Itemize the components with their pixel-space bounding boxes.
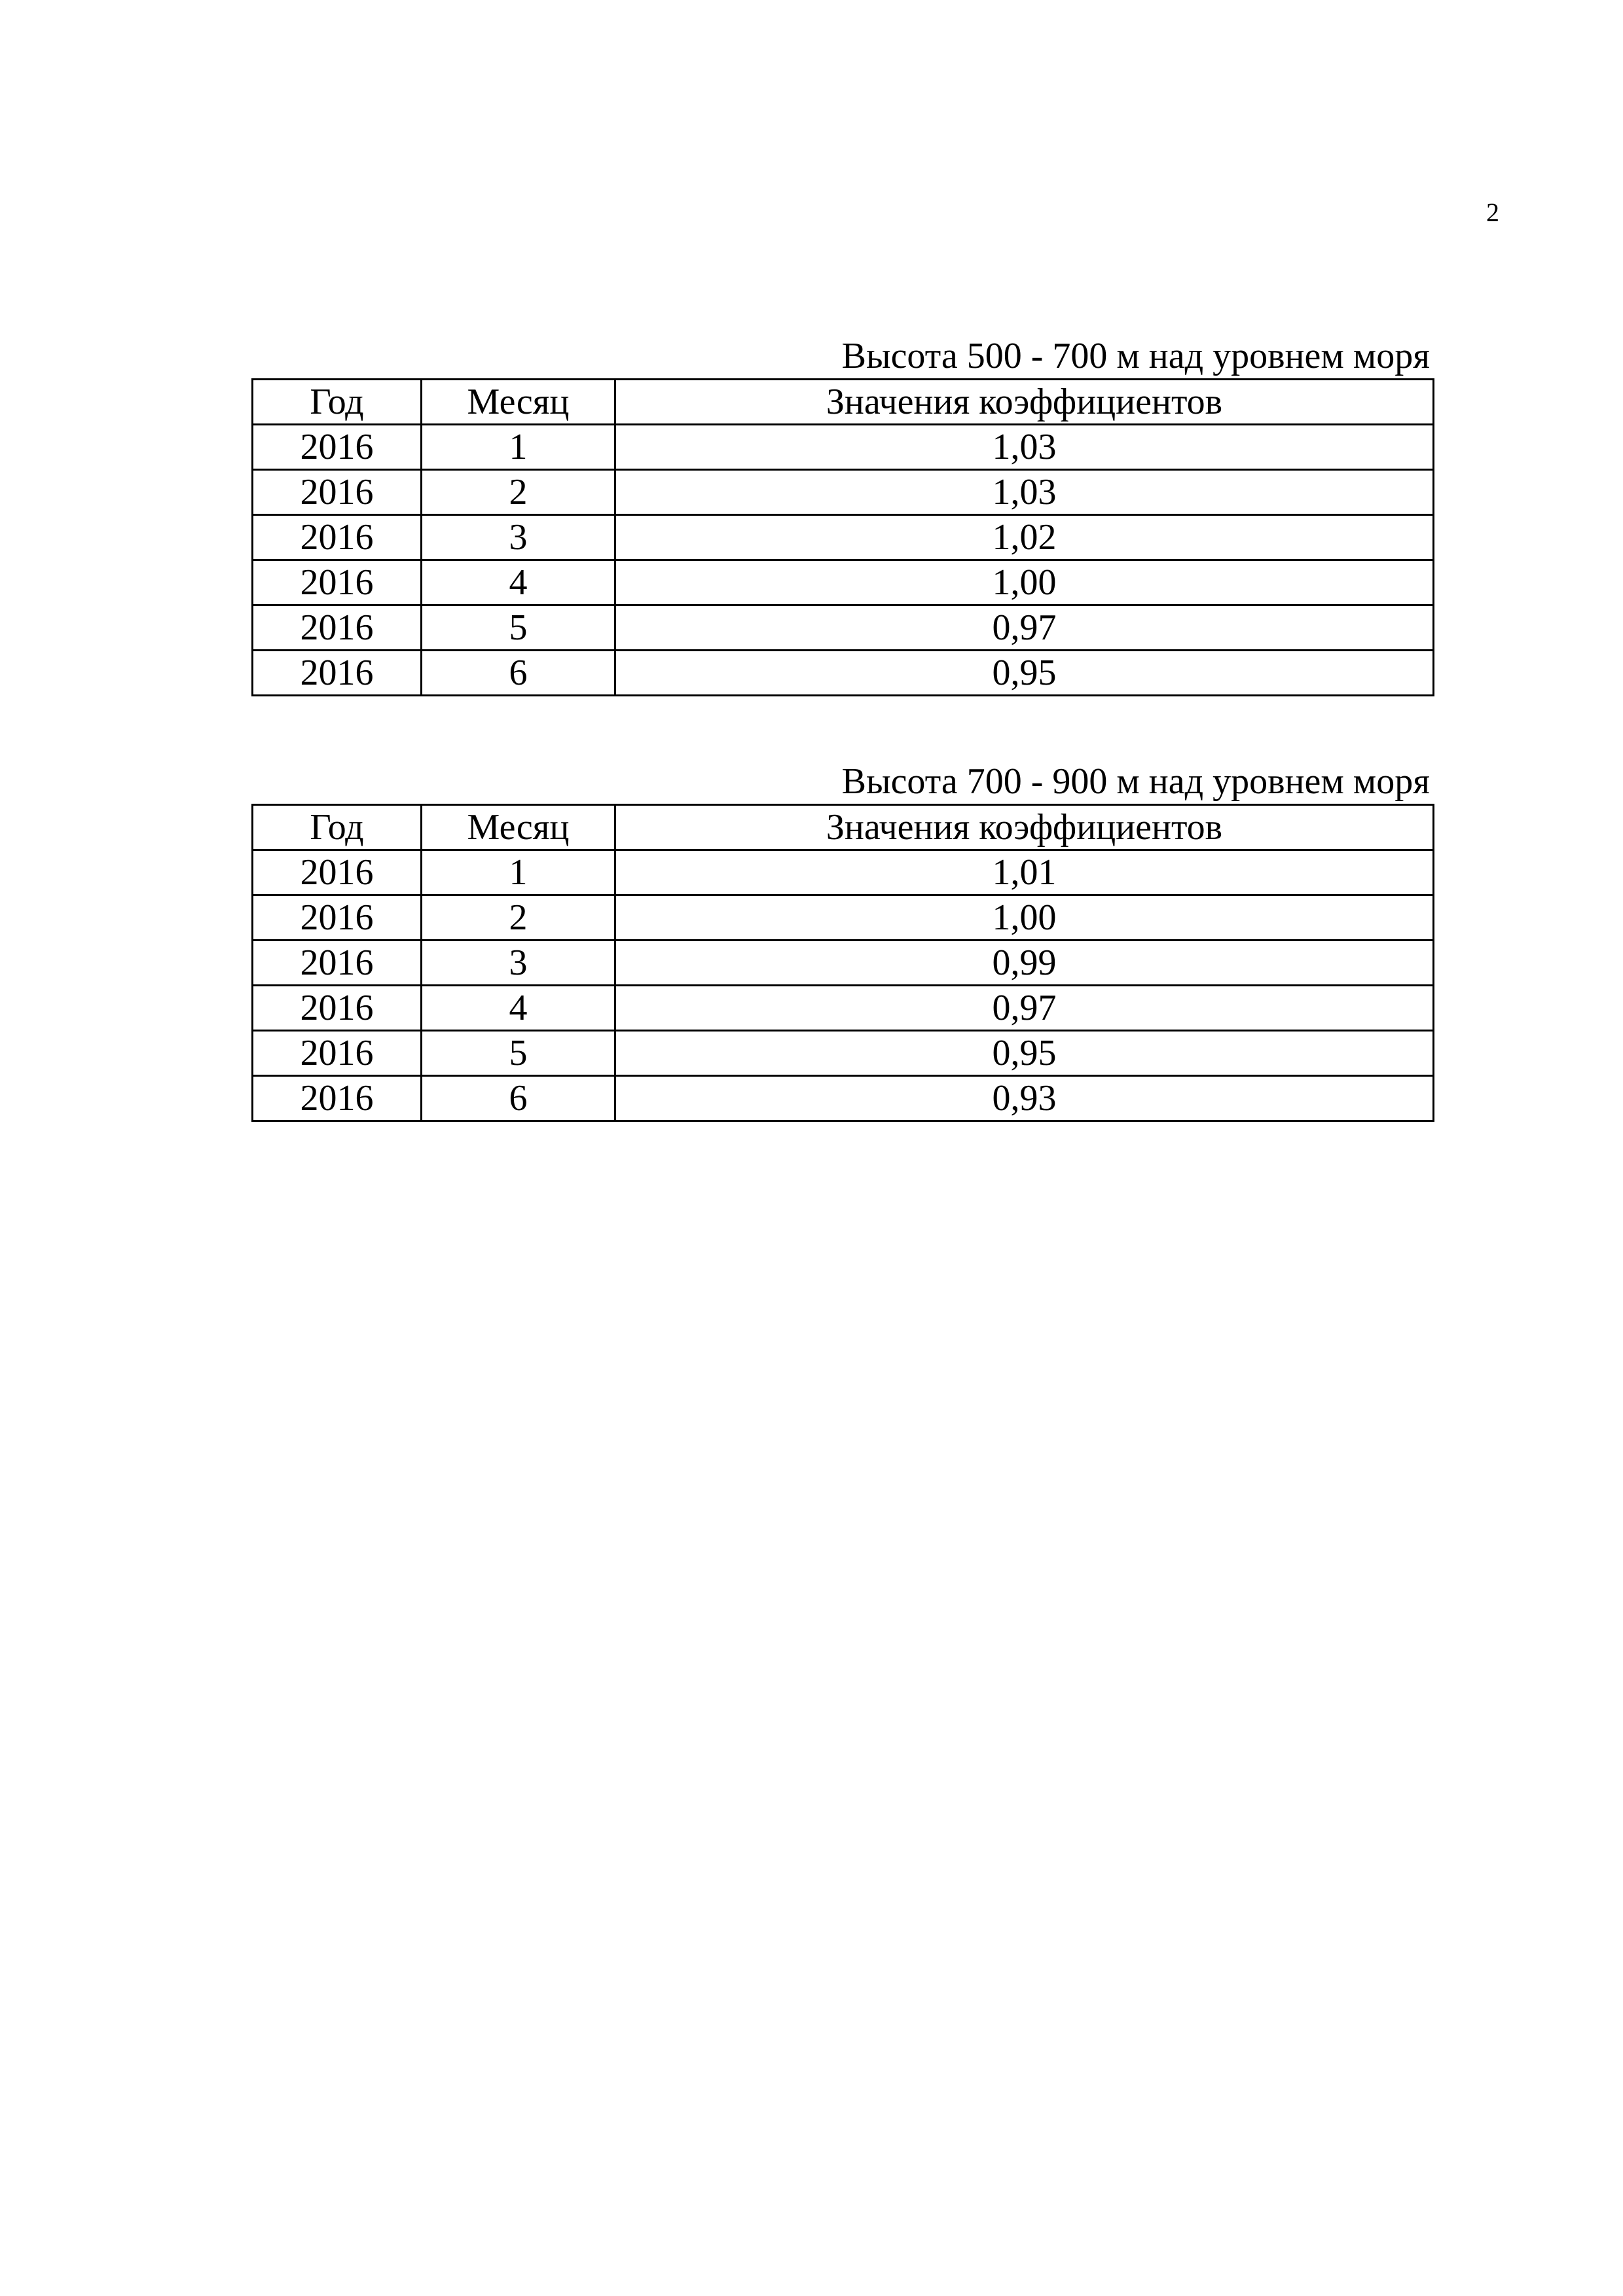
table-row <box>253 1031 1434 1076</box>
cell-year: 2016 <box>253 470 422 515</box>
coefficients-table <box>251 804 1434 1122</box>
cell-year: 2016 <box>253 941 422 986</box>
cell-month: 6 <box>422 651 615 696</box>
coefficients-section-700-900 <box>251 759 1432 1122</box>
cell-month: 1 <box>422 425 615 470</box>
cell-year: 2016 <box>253 425 422 470</box>
cell-coefficient: 1,03 <box>615 470 1434 515</box>
header-month: Месяц <box>422 805 615 850</box>
cell-month: 1 <box>422 850 615 895</box>
cell-coefficient: 1,02 <box>615 515 1434 560</box>
cell-month: 4 <box>422 986 615 1031</box>
cell-month: 2 <box>422 470 615 515</box>
cell-year: 2016 <box>253 850 422 895</box>
cell-year: 2016 <box>253 605 422 651</box>
cell-coefficient: 1,03 <box>615 425 1434 470</box>
table-caption: Высота 700 - 900 м над уровнем моря <box>841 761 1430 802</box>
table-row <box>253 1076 1434 1121</box>
cell-year: 2016 <box>253 1076 422 1121</box>
cell-coefficient: 0,93 <box>615 1076 1434 1121</box>
header-year: Год <box>253 380 422 425</box>
cell-coefficient: 0,99 <box>615 941 1434 986</box>
page-number: 2 <box>1486 198 1499 227</box>
cell-coefficient: 1,00 <box>615 560 1434 605</box>
header-year: Год <box>253 805 422 850</box>
cell-month: 4 <box>422 560 615 605</box>
cell-coefficient: 0,97 <box>615 605 1434 651</box>
cell-coefficient: 0,97 <box>615 986 1434 1031</box>
header-coefficient: Значения коэффициентов <box>615 805 1434 850</box>
cell-year: 2016 <box>253 515 422 560</box>
cell-year: 2016 <box>253 895 422 941</box>
cell-coefficient: 1,01 <box>615 850 1434 895</box>
table-row <box>253 560 1434 605</box>
cell-month: 5 <box>422 1031 615 1076</box>
table-header-row <box>253 380 1434 425</box>
table-row <box>253 470 1434 515</box>
cell-coefficient: 0,95 <box>615 651 1434 696</box>
cell-month: 3 <box>422 941 615 986</box>
cell-year: 2016 <box>253 651 422 696</box>
cell-month: 3 <box>422 515 615 560</box>
table-row <box>253 605 1434 651</box>
cell-coefficient: 0,95 <box>615 1031 1434 1076</box>
cell-year: 2016 <box>253 560 422 605</box>
coefficients-section-500-700 <box>251 334 1432 696</box>
header-month: Месяц <box>422 380 615 425</box>
cell-year: 2016 <box>253 986 422 1031</box>
table-row <box>253 651 1434 696</box>
table-header-row <box>253 805 1434 850</box>
cell-month: 5 <box>422 605 615 651</box>
cell-year: 2016 <box>253 1031 422 1076</box>
cell-coefficient: 1,00 <box>615 895 1434 941</box>
coefficients-table <box>251 378 1434 696</box>
table-caption: Высота 500 - 700 м над уровнем моря <box>841 336 1430 376</box>
cell-month: 2 <box>422 895 615 941</box>
header-coefficient: Значения коэффициентов <box>615 380 1434 425</box>
cell-month: 6 <box>422 1076 615 1121</box>
table-row <box>253 515 1434 560</box>
table-row <box>253 850 1434 895</box>
table-row <box>253 986 1434 1031</box>
table-row <box>253 895 1434 941</box>
table-row <box>253 425 1434 470</box>
table-row <box>253 941 1434 986</box>
